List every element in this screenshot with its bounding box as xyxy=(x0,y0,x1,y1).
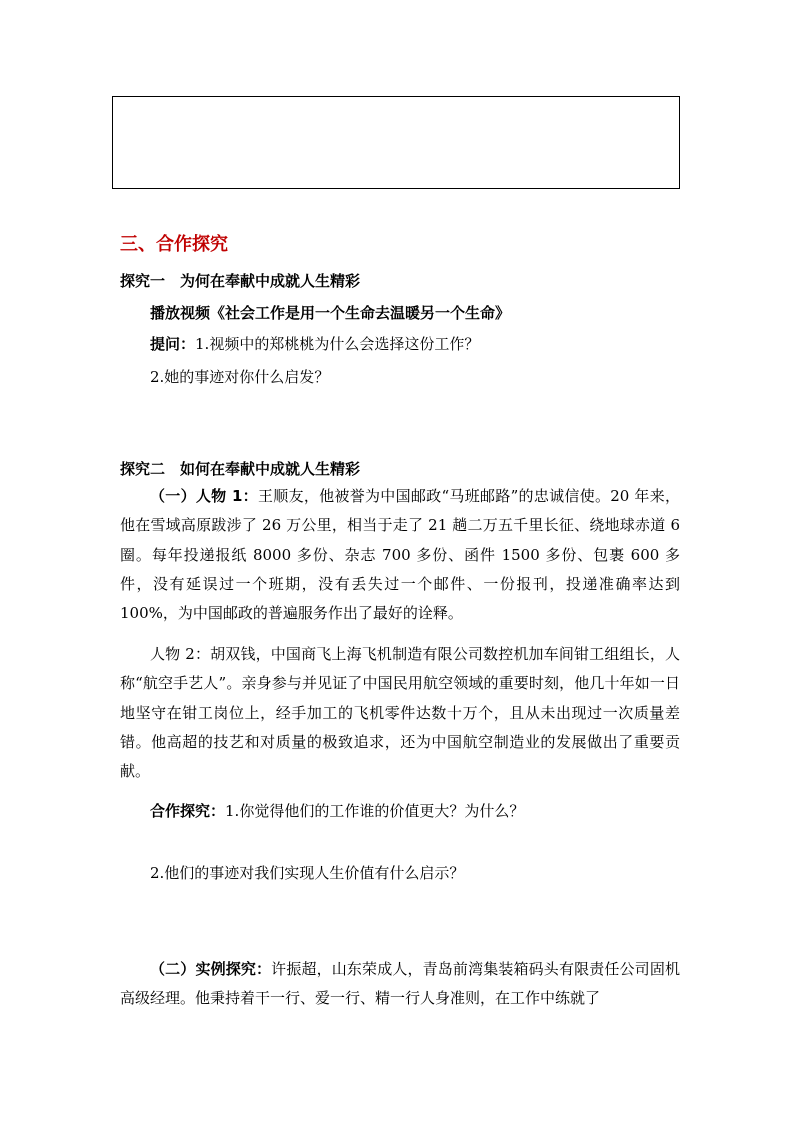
case-paragraph xyxy=(120,955,680,1014)
explore2-heading: 探究二 如何在奉献中成就人生精彩 xyxy=(120,460,361,478)
case-label: （二）实例探究： xyxy=(150,960,272,978)
coop-question-2: 2.他们的事迹对我们实现人生价值有什么启示？ xyxy=(150,864,465,882)
person-1-text: 王顺友，他被誉为中国邮政“马班邮路”的忠诚信使。20 年来，他在雪域高原跋涉了 26 万公里，相当于走了 21 趟二万五千里长征、绕地球赤道 6 圈。每年投递报纸 8000 多份、杂志 700 多份、函件 1500 多份、包裹 600 多件，没有延误过一个班期，没有丢失过一个邮件、一份报刊，投递准确率达到 100%，为中国邮政的普遍服务作出了最好的诠释。 xyxy=(120,487,680,623)
person-1-paragraph xyxy=(120,482,680,628)
explore1-heading: 探究一 为何在奉献中成就人生精彩 xyxy=(120,272,361,290)
case-text: 许振超，山东荣成人，青岛前湾集装箱码头有限责任公司固机高级经理。他秉持着干一行、爱一行、精一行人身准则，在工作中练就了 xyxy=(120,960,680,1008)
coop-question-1-text: 1.你觉得他们的工作谁的价值更大？为什么？ xyxy=(225,802,525,820)
coop-label: 合作探究： xyxy=(150,802,226,820)
coop-question-1 xyxy=(150,800,524,821)
person-1-label: （一）人物 1： xyxy=(150,487,258,505)
person-2-paragraph: 人物 2：胡双钱，中国商飞上海飞机制造有限公司数控机加车间钳工组组长，人称“航空手艺人”。亲身参与并见证了中国民用航空领域的重要时刻，他几十年如一日地坚守在钳工岗位上，经手加工的飞机零件达数十万个，且从未出现过一次质量差错。他高超的技艺和对质量的极致追求，还为中国航空制造业的发展做出了重要贡献。 xyxy=(120,645,680,781)
section-title: 三、合作探究 xyxy=(120,234,228,255)
ask-label: 提问： xyxy=(150,335,196,353)
question-1-text: 1.视频中的郑桃桃为什么会选择这份工作？ xyxy=(195,335,480,353)
question-1 xyxy=(150,333,479,354)
video-title: 播放视频《社会工作是用一个生命去温暖另一个生命》 xyxy=(150,304,511,322)
question-2: 2.她的事迹对你什么启发？ xyxy=(150,368,330,386)
answer-box xyxy=(112,96,680,189)
